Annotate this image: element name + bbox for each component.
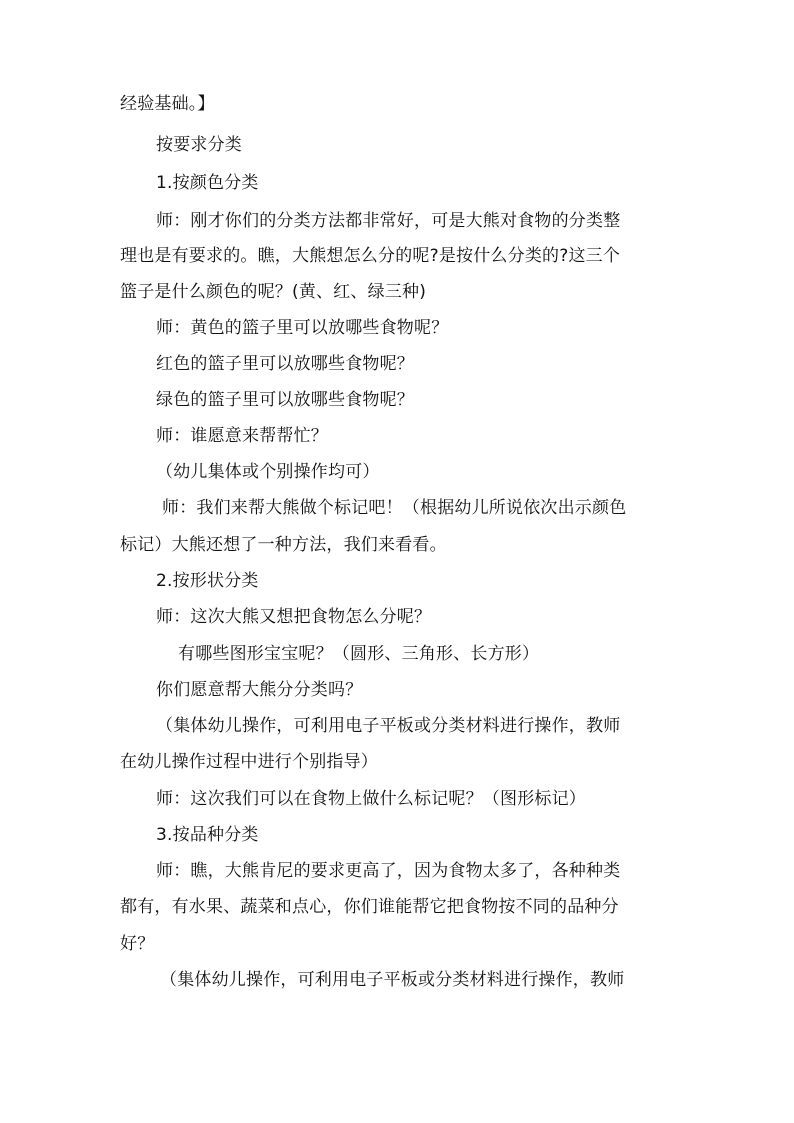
text-line: 师：我们来帮大熊做个标记吧！（根据幼儿所说依次出示颜色 bbox=[162, 498, 627, 518]
text-line: 师：谁愿意来帮帮忙？ bbox=[156, 426, 328, 446]
text-line: 师：这次我们可以在食物上做什么标记呢？（图形标记） bbox=[156, 789, 586, 809]
text-line: （幼儿集体或个别操作均可） bbox=[156, 462, 380, 482]
text-line: 标记）大熊还想了一种方法，我们来看看。 bbox=[120, 535, 447, 555]
text-line: 有哪些图形宝宝呢？（圆形、三角形、长方形） bbox=[178, 644, 540, 664]
text-line: （集体幼儿操作，可利用电子平板或分类材料进行操作，教师 bbox=[156, 716, 621, 736]
subsection-heading: 2.按形状分类 bbox=[156, 571, 259, 591]
text-line: 师：这次大熊又想把食物怎么分呢？ bbox=[156, 607, 432, 627]
section-heading: 按要求分类 bbox=[156, 135, 242, 155]
text-line: 都有，有水果、蔬菜和点心，你们谁能帮它把食物按不同的品种分 bbox=[120, 897, 619, 917]
text-line: 篮子是什么颜色的呢？(黄、红、绿三种) bbox=[120, 282, 427, 302]
text-line: 绿色的篮子里可以放哪些食物呢？ bbox=[156, 390, 414, 410]
text-line: 你们愿意帮大熊分分类吗？ bbox=[156, 680, 363, 700]
text-line: 理也是有要求的。瞧，大熊想怎么分的呢?是按什么分类的?这三个 bbox=[120, 246, 621, 266]
text-line: （集体幼儿操作，可利用电子平板或分类材料进行操作，教师 bbox=[160, 970, 625, 990]
text-line: 师：刚才你们的分类方法都非常好，可是大熊对食物的分类整 bbox=[156, 211, 621, 231]
text-line: 在幼儿操作过程中进行个别指导） bbox=[120, 752, 378, 772]
text-line: 经验基础。】 bbox=[120, 94, 215, 114]
text-line: 师：黄色的篮子里可以放哪些食物呢？ bbox=[156, 318, 449, 338]
subsection-heading: 3.按品种分类 bbox=[156, 825, 259, 845]
text-line: 红色的篮子里可以放哪些食物呢？ bbox=[156, 354, 414, 374]
text-line: 师：瞧，大熊肯尼的要求更高了，因为食物太多了，各种种类 bbox=[156, 861, 621, 881]
text-line: 好？ bbox=[120, 934, 155, 954]
subsection-heading: 1.按颜色分类 bbox=[156, 173, 259, 193]
